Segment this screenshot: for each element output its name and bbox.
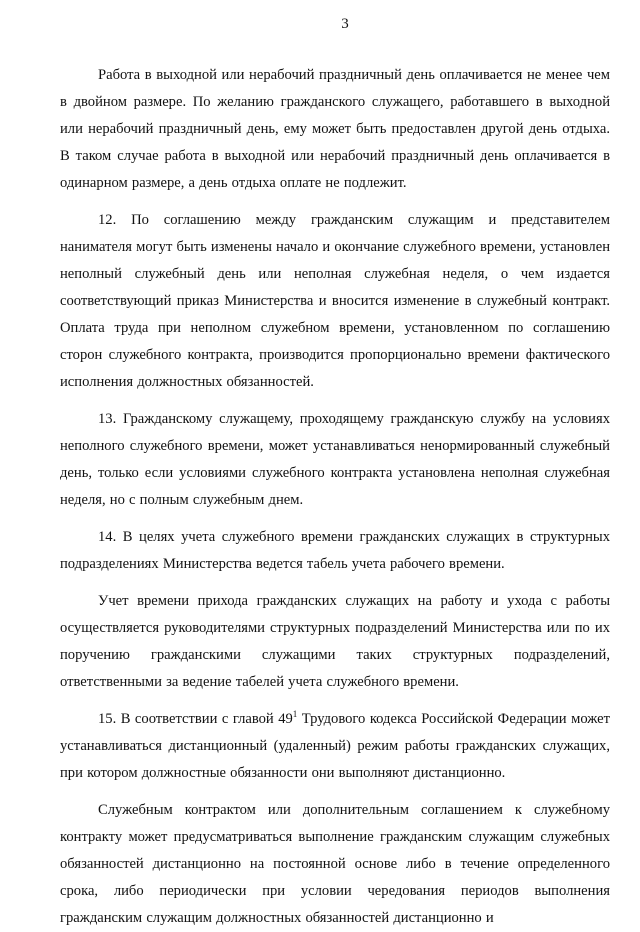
paragraph-remote-contract: Служебным контрактом или дополнительным соглашением к служебному контракту может предусматриваться выполнение гражданским служащим служебных обязанностей дистанционно на постоянной основе либо в течение определенного срока, либо периодически при условии чередования периодов выполнения гражданским служащим должностных обязанностей дистанционно и: [60, 802, 610, 926]
page-number: 3: [341, 16, 349, 32]
paragraph-weekend-pay: Работа в выходной или нерабочий праздничный день оплачивается не менее чем в двойном размере. По желанию гражданского служащего, работавшего в выходной или нерабочий праздничный день, ему может быть предоставлен другой день отдыха. В таком случае работа в выходной или нерабочий праздничный день оплачивается в одинарном размере, а день отдыха оплате не подлежит.: [60, 67, 610, 191]
paragraph-12-part-time: 12. По соглашению между гражданским служащим и представителем нанимателя могут быть изменены начало и окончание служебного времени, установлен неполный служебный день или неполная служебная неделя, о чем издается соответствующий приказ Министерства и вносится изменение в служебный контракт. Оплата труда при неполном служебном времени, установленном по соглашению сторон служебного контракта, производится пропорционально времени фактического исполнения должностных обязанностей.: [60, 212, 610, 390]
paragraph-attendance-accounting: Учет времени прихода гражданских служащих на работу и ухода с работы осуществляется руководителями структурных подразделений Министерства или по их поручению гражданскими служащими таких структурных подразделений, ответственными за ведение табелей учета служебного времени.: [60, 593, 610, 690]
paragraph-13-irregular-day: 13. Гражданскому служащему, проходящему гражданскую службу на условиях неполного служебного времени, может устанавливаться ненормированный служебный день, только если условиями служебного контракта установлена неполная служебная неделя, но с полным служебным днем.: [60, 411, 610, 508]
paragraph-15-remote-work: [60, 706, 610, 787]
paragraph-14-time-sheet: 14. В целях учета служебного времени гражданских служащих в структурных подразделениях Министерства ведется табель учета рабочего времени.: [60, 529, 610, 572]
paragraph-15-text-end: Трудового кодекса Российской Федерации может устанавливаться дистанционный (удаленный) режим работы гражданских служащих, при котором должностные обязанности они выполняют дистанционно.: [60, 711, 610, 781]
chapter-superscript: 1: [292, 709, 298, 719]
paragraph-15-text-start: 15. В соответствии с главой 49: [98, 711, 293, 727]
